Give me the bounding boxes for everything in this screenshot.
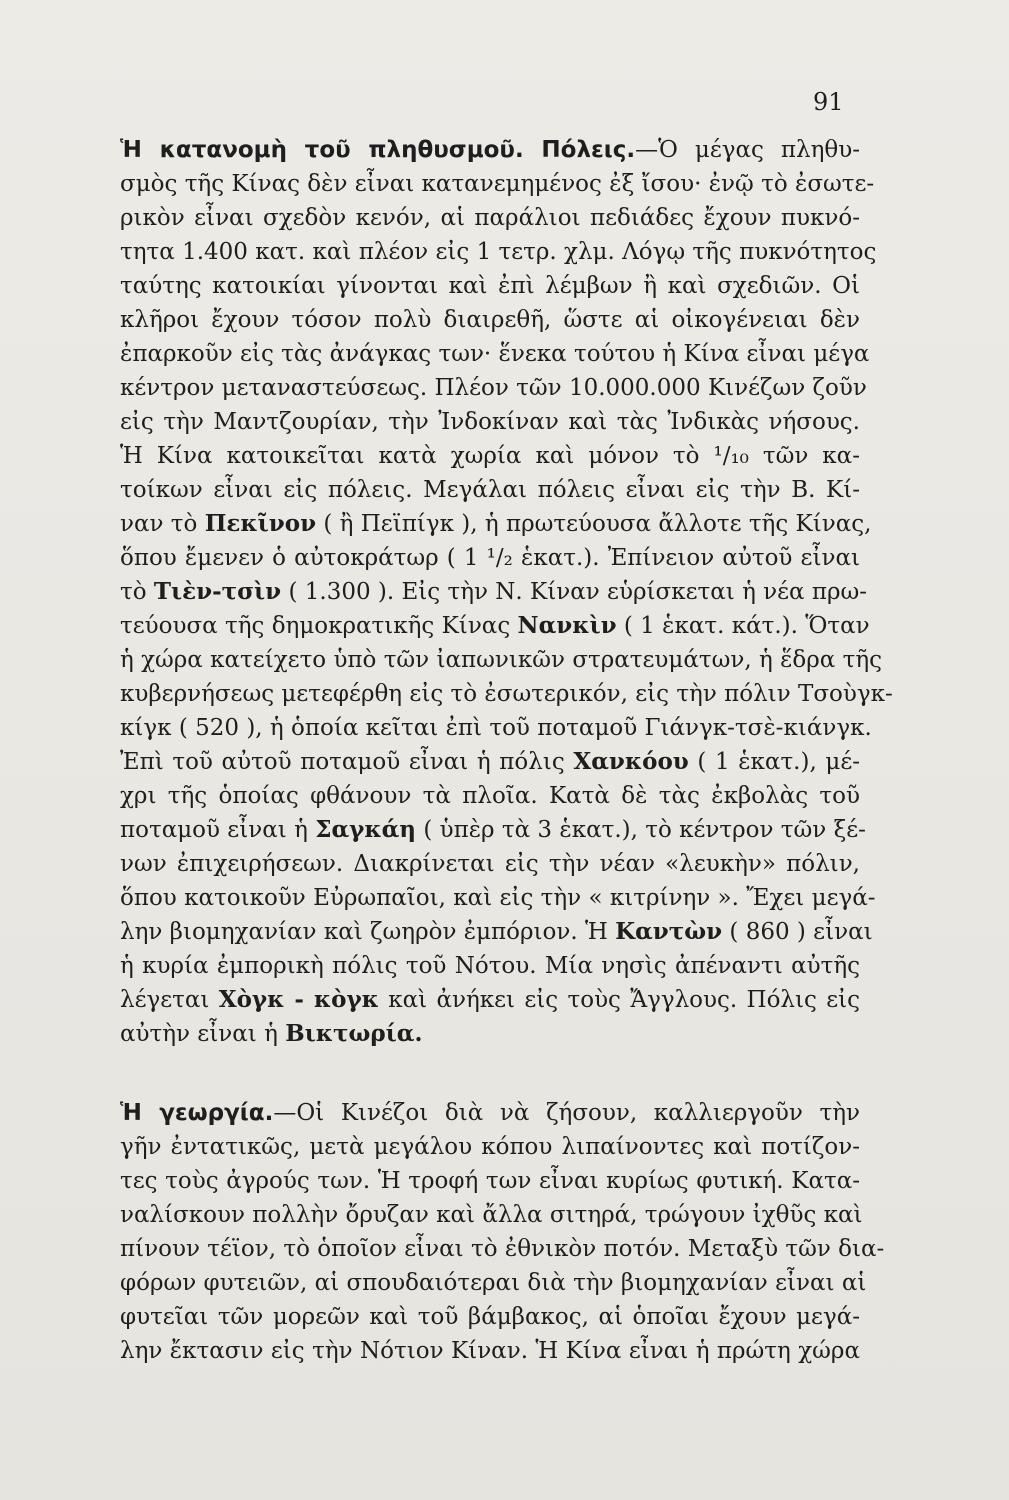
section1-line-1: Ἡ κατανομὴ τοῦ πληθυσμοῦ. Πόλεις.—Ὁ μέγας πληθυ- — [120, 137, 860, 163]
section1-line-7: ἐπαρκοῦν εἰς τὰς ἀνάγκας των· ἕνεκα τούτου ἡ Κίνα εἶναι μέγα — [120, 341, 870, 367]
section2-heading: Ἡ γεωργία. — [120, 1100, 274, 1126]
section2-line-2: γῆν ἐντατικῶς, μετὰ μεγάλου κόπου λιπαίνοντες καὶ ποτίζον- — [120, 1134, 860, 1160]
city-name-hankoou: Χανκόου — [573, 748, 689, 775]
section1-line-18: κίγκ ( 520 ), ἡ ὁποία κεῖται ἐπὶ τοῦ ποταμοῦ Γιάνγκ-τσὲ-κιάνγκ. — [120, 715, 872, 741]
section2-line-1: Ἡ γεωργία.—Οἱ Κινέζοι διὰ νὰ ζήσουν, καλλιεργοῦν τὴν — [120, 1100, 860, 1126]
section2-line-6: φόρων φυτειῶν, αἱ σπουδαιότεραι διὰ τὴν βιομηχανίαν εἶναι αἱ — [120, 1270, 867, 1296]
city-name-tientsin: Τιὲν-τσὶν — [153, 578, 282, 605]
section1-line-21: ποταμοῦ εἶναι ἡ Σαγκάη ( ὑπὲρ τὰ 3 ἑκατ.), τὸ κέντρον τῶν ξέ- — [120, 816, 866, 843]
page-number: 91 — [813, 88, 844, 116]
section1-line-9: εἰς τὴν Μαντζουρίαν, τὴν Ἰνδοκίναν καὶ τὰς Ἰνδικὰς νήσους. — [120, 409, 860, 435]
section2-line-8: λην ἔκτασιν εἰς τὴν Νότιον Κίναν. Ἡ Κίνα εἶναι ἡ πρώτη χώρα — [120, 1338, 860, 1364]
city-name-kanton: Καντὼν — [615, 918, 723, 945]
section2-line-3: τες τοὺς ἀγρούς των. Ἡ τροφή των εἶναι κυρίως φυτική. Κατα- — [120, 1168, 860, 1194]
section1-line-13: ὅπου ἔμενεν ὁ αὐτοκράτωρ ( 1 ¹/₂ ἑκατ.). Ἐπίνειον αὐτοῦ εἶναι — [120, 545, 860, 571]
city-name-pekinon: Πεκῖνον — [204, 510, 317, 537]
section1-line-5: ταύτης κατοικίαι γίνονται καὶ ἐπὶ λέμβων ἢ καὶ σχεδιῶν. Οἱ — [120, 273, 860, 299]
section1-line-17: κυβερνήσεως μετεφέρθη εἰς τὸ ἐσωτερικόν, εἰς τὴν πόλιν Τσοὺγκ- — [120, 681, 893, 707]
section1-line-19: Ἐπὶ τοῦ αὐτοῦ ποταμοῦ εἶναι ἡ πόλις Χανκόου ( 1 ἑκατ.), μέ- — [120, 748, 861, 775]
section2-line-5: πίνουν τέϊον, τὸ ὁποῖον εἶναι τὸ ἐθνικὸν ποτόν. Μεταξὺ τῶν δια- — [120, 1236, 885, 1262]
section1-heading: Ἡ κατανομὴ τοῦ πληθυσμοῦ. Πόλεις. — [120, 137, 636, 163]
section1-line-24: λην βιομηχανίαν καὶ ζωηρὸν ἐμπόριον. Ἡ Καντὼν ( 860 ) εἶναι — [120, 918, 873, 945]
section2-line-4: ναλίσκουν πολλὴν ὄρυζαν καὶ ἄλλα σιτηρά, τρώγουν ἰχθῦς καὶ — [120, 1202, 863, 1228]
city-name-hongkong: Χὸγκ - κὸγκ — [218, 986, 379, 1013]
city-name-sagkai: Σαγκάη — [315, 816, 416, 843]
section1-line-27: αὐτὴν εἶναι ἡ Βικτωρία. — [120, 1020, 423, 1047]
section1-line-8: κέντρον μεταναστεύσεως. Πλέον τῶν 10.000.000 Κινέζων ζοῦν — [120, 375, 867, 401]
section1-line-25: ἡ κυρία ἐμπορικὴ πόλις τοῦ Νότου. Μία νησὶς ἀπέναντι αὐτῆς — [120, 953, 860, 979]
section1-line-4: τητα 1.400 κατ. καὶ πλέον εἰς 1 τετρ. χλμ. Λόγῳ τῆς πυκνότητος — [120, 239, 877, 265]
section1-line-2: σμὸς τῆς Κίνας δὲν εἶναι κατανεμημένος ἐξ ἴσου· ἐνῷ τὸ ἐσωτε- — [120, 171, 875, 197]
section1-line-22: νων ἐπιχειρήσεων. Διακρίνεται εἰς τὴν νέαν «λευκὴν» πόλιν, — [120, 851, 860, 877]
section1-line-3: ρικὸν εἶναι σχεδὸν κενόν, αἱ παράλιοι πεδιάδες ἔχουν πυκνό- — [120, 205, 860, 231]
section1-line-26: λέγεται Χὸγκ - κὸγκ καὶ ἀνήκει εἰς τοὺς Ἄγγλους. Πόλις εἰς — [120, 986, 861, 1013]
section1-line-10: Ἡ Κίνα κατοικεῖται κατὰ χωρία καὶ μόνον τὸ ¹/₁₀ τῶν κα- — [120, 443, 860, 469]
section1-line-20: χρι τῆς ὁποίας φθάνουν τὰ πλοῖα. Κατὰ δὲ τὰς ἐκβολὰς τοῦ — [120, 783, 860, 809]
section2-line-7: φυτεῖαι τῶν μορεῶν καὶ τοῦ βάμβακος, αἱ ὁποῖαι ἔχουν μεγά- — [120, 1304, 860, 1330]
section1-line-23: ὅπου κατοικοῦν Εὐρωπαῖοι, καὶ εἰς τὴν « κιτρίνην ». Ἔχει μεγά- — [120, 885, 876, 911]
city-name-viktoria: Βικτωρία. — [285, 1020, 423, 1047]
section1-line-15: τεύουσα τῆς δημοκρατικῆς Κίνας Νανκὶν ( 1 ἑκατ. κάτ.). Ὅταν — [120, 612, 870, 639]
section1-line-14: τὸ Τιὲν-τσὶν ( 1.300 ). Εἰς τὴν Ν. Κίναν εὑρίσκεται ἡ νέα πρω- — [120, 578, 868, 605]
section1-line-11: τοίκων εἶναι εἰς πόλεις. Μεγάλαι πόλεις εἶναι εἰς τὴν Β. Κί- — [120, 477, 860, 503]
city-name-nankin: Νανκὶν — [517, 612, 617, 639]
section1-line-12: ναν τὸ Πεκῖνον ( ἢ Πεϊπίγκ ), ἡ πρωτεύουσα ἄλλοτε τῆς Κίνας, — [120, 510, 872, 537]
section1-line-6: κλῆροι ἔχουν τόσον πολὺ διαιρεθῆ, ὥστε αἱ οἰκογένειαι δὲν — [120, 307, 860, 333]
section1-line-16: ἡ χώρα κατείχετο ὑπὸ τῶν ἰαπωνικῶν στρατευμάτων, ἡ ἕδρα τῆς — [120, 647, 883, 673]
